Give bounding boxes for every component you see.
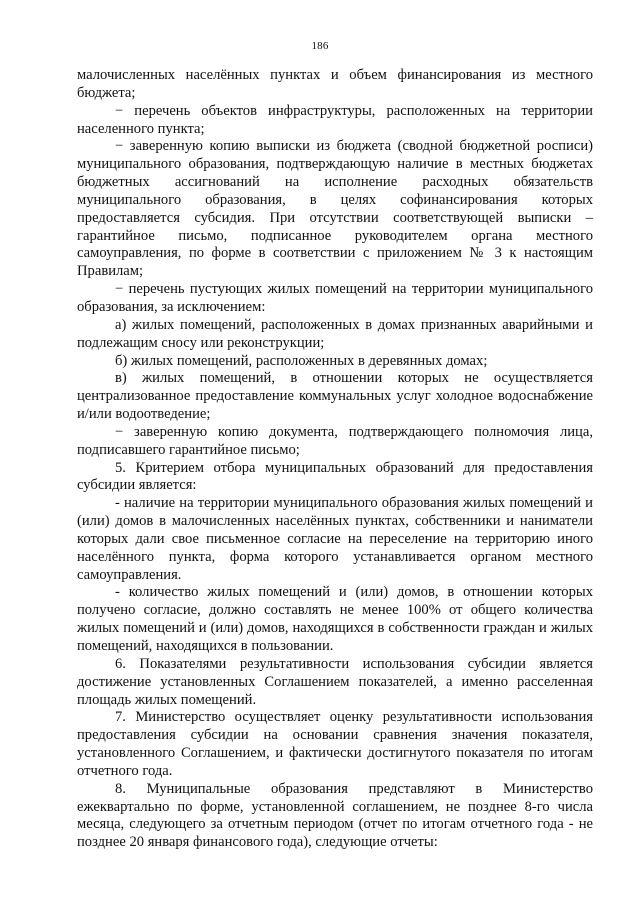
paragraph-criterion-1: - наличие на территории муниципального образования жилых помещений и (или) домов в малочисленных населённых пунктах, собственники и наниматели которых дали свое письменное согласие на переселение на территорию иного населённого пункта, форма которого устанавливается органом местного самоуправления.: [77, 495, 593, 583]
paragraph-criterion-2: - количество жилых помещений и (или) домов, в отношении которых получено согласие, должно составлять не менее 100% от общего количества жилых помещений и (или) домов, находящихся в собственности граждан и жилых помещений, находящихся в пользовании.: [77, 584, 593, 654]
paragraph-item-5: 5. Критерием отбора муниципальных образований для предоставления субсидии является:: [77, 459, 593, 494]
paragraph-budget-extract: − заверенную копию выписки из бюджета (сводной бюджетной росписи) муниципального образования, подтверждающую наличие в местных бюджетах бюджетных ассигнований на исполнение расходных обязательств муниципального образования, в целях софинансирования которых предоставляется субсидия. При отсутствии соответствующей выписки – гарантийное письмо, подписанное руководителем органа местного самоуправления, по форме в соответствии с приложением № 3 к настоящим Правилам;: [77, 138, 593, 280]
document-body: [77, 67, 593, 852]
paragraph-exception-c: в) жилых помещений, в отношении которых не осуществляется централизованное предоставление коммунальных услуг холодное водоснабжение и/или водоотведение;: [77, 370, 593, 423]
paragraph-item-7: 7. Министерство осуществляет оценку результативности использования предоставления субсидии на основании сравнения значения показателя, установленного Соглашением, и фактически достигнутого показателя по итогам отчетного года.: [77, 709, 593, 779]
paragraph-vacant-premises: − перечень пустующих жилых помещений на территории муниципального образования, за исключением:: [77, 281, 593, 315]
paragraph-exception-a: а) жилых помещений, расположенных в домах признанных аварийными и подлежащим сносу или реконструкции;: [77, 316, 593, 351]
paragraph-continuation: малочисленных населённых пунктах и объем финансирования из местного бюджета;: [77, 67, 593, 101]
page-number: 186: [311, 40, 329, 52]
paragraph-item-6: 6. Показателями результативности использования субсидии является достижение установленных Соглашением показателей, а именно расселенная площадь жилых помещений.: [77, 655, 593, 708]
paragraph-exception-b: б) жилых помещений, расположенных в деревянных домах;: [115, 352, 488, 369]
paragraph-infrastructure-list: − перечень объектов инфраструктуры, расположенных на территории населенного пункта;: [77, 102, 593, 137]
paragraph-authority-copy: − заверенную копию документа, подтверждающего полномочия лица, подписавшего гарантийное письмо;: [77, 423, 593, 458]
paragraph-item-8: 8. Муниципальные образования представляют в Министерство ежеквартально по форме, установленной соглашением, не позднее 8-го числа месяца, следующего за отчетным периодом (отчет по итогам отчетного года - не позднее 20 января финансового года), следующие отчеты:: [77, 780, 593, 851]
